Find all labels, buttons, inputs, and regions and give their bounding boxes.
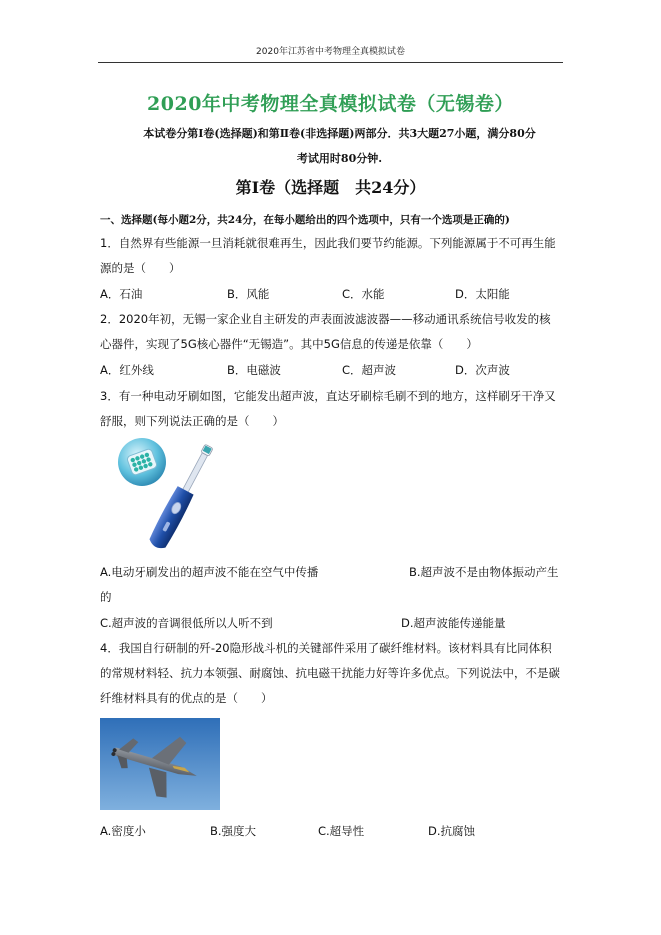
q2-option-b: B．电磁波 xyxy=(227,363,281,377)
electric-toothbrush-image xyxy=(112,436,222,554)
q1-stem-line-2: 源的是（ ） xyxy=(100,261,181,275)
q1-option-c: C．水能 xyxy=(342,287,385,301)
j20-fighter-jet-image xyxy=(100,718,220,810)
section-title: 第Ⅰ卷（选择题 共24分） xyxy=(235,178,426,197)
intro-line-1: 本试卷分第Ⅰ卷(选择题)和第Ⅱ卷(非选择题)两部分．共3大题27小题，满分80分 xyxy=(143,127,536,140)
q1-option-d: D．太阳能 xyxy=(455,287,510,301)
q2-stem-line-1: 2．2020年初，无锡一家企业自主研发的声表面波滤波器——移动通讯系统信号收发的核 xyxy=(100,312,551,326)
q3-option-a: A.电动牙刷发出的超声波不能在空气中传播 xyxy=(100,565,319,579)
q3-option-c: C.超声波的音调很低所以人听不到 xyxy=(100,616,273,630)
q4-stem-line-2: 的常规材料轻、抗力本领强、耐腐蚀、抗电磁干扰能力好等许多优点。下列说法中，不是碳 xyxy=(100,666,560,680)
q3-option-d: D.超声波能传递能量 xyxy=(401,616,506,630)
q3-stem-line-2: 舒服，则下列说法正确的是（ ） xyxy=(100,414,284,428)
q4-option-b: B.强度大 xyxy=(210,824,257,838)
q4-stem-line-1: 4．我国自行研制的歼-20隐形战斗机的关键部件采用了碳纤维材料。该材料具有比同体积 xyxy=(100,641,552,655)
q3-stem-line-1: 3．有一种电动牙刷如图，它能发出超声波，直达牙刷棕毛刷不到的地方，这样刷牙干净又 xyxy=(100,389,556,403)
q2-stem-line-2: 心器件，实现了5G核心器件“无锡造”。其中5G信息的传递是依靠（ ） xyxy=(100,337,478,351)
q3-option-b-continued: 的 xyxy=(100,590,112,604)
exam-intro xyxy=(98,121,581,171)
q4-stem-line-3: 纤维材料具有的优点的是（ ） xyxy=(100,691,273,705)
q4-option-d: D.抗腐蚀 xyxy=(428,824,476,838)
intro-line-2: 考试用时80分钟. xyxy=(296,152,383,165)
exam-title: 2020年中考物理全真模拟试卷（无锡卷） xyxy=(147,93,514,115)
header-rule xyxy=(98,62,563,63)
section-instruction: 一、选择题(每小题2分，共24分，在每小题给出的四个选项中，只有一个选项是正确的) xyxy=(100,214,510,226)
q2-option-a: A．红外线 xyxy=(100,363,154,377)
q3-option-b: B.超声波不是由物体振动产生 xyxy=(409,565,559,579)
q1-stem-line-1: 1．自然界有些能源一旦消耗就很难再生，因此我们要节约能源。下列能源属于不可再生能 xyxy=(100,236,556,250)
q4-option-c: C.超导性 xyxy=(318,824,365,838)
q4-option-a: A.密度小 xyxy=(100,824,146,838)
q1-option-b: B．风能 xyxy=(227,287,270,301)
q2-option-c: C．超声波 xyxy=(342,363,397,377)
q1-option-a: A．石油 xyxy=(100,287,143,301)
q2-option-d: D．次声波 xyxy=(455,363,510,377)
running-header: 2020年江苏省中考物理全真模拟试卷 xyxy=(256,47,405,57)
